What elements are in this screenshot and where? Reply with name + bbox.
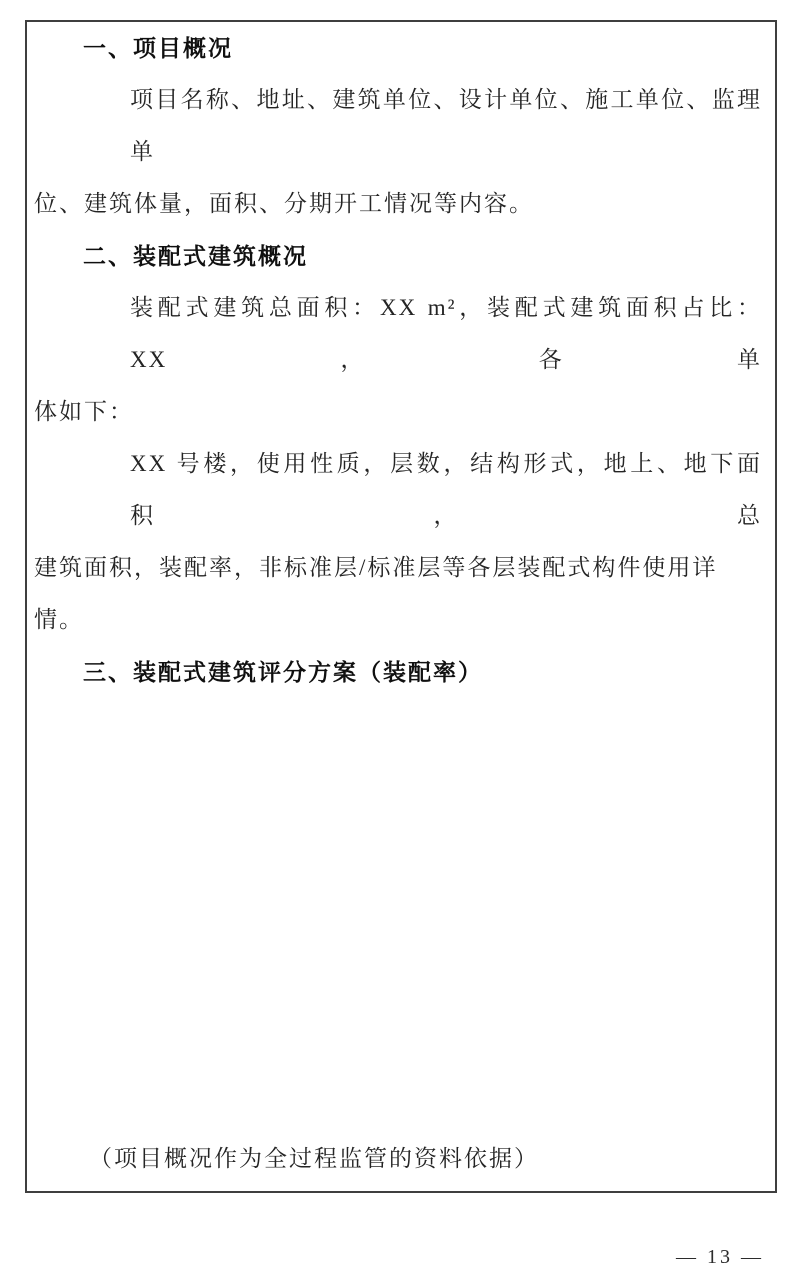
section-heading-2: 二、装配式建筑概况 [83,243,308,269]
footnote: （项目概况作为全过程监管的资料依据） [89,1146,539,1171]
page-number: — 13 — [676,1246,764,1268]
paragraph-3-line-1: XX 号楼，使用性质，层数，结构形式，地上、地下面积，总 [130,451,762,528]
paragraph-3-line-2: 建筑面积，装配率，非标准层/标准层等各层装配式构件使用详情。 [34,555,718,632]
paragraph-1-line-2: 位、建筑体量，面积、分期开工情况等内容。 [34,191,534,216]
paragraph-2-line-1: 装配式建筑总面积：XX m²，装配式建筑面积占比：XX，各单 [130,295,762,372]
paragraph-1-line-1: 项目名称、地址、建筑单位、设计单位、施工单位、监理单 [130,87,762,164]
section-heading-1: 一、项目概况 [83,35,233,61]
page-border [25,20,777,1193]
section-heading-3: 三、装配式建筑评分方案（装配率） [83,659,483,685]
paragraph-2-line-2: 体如下： [34,399,134,424]
